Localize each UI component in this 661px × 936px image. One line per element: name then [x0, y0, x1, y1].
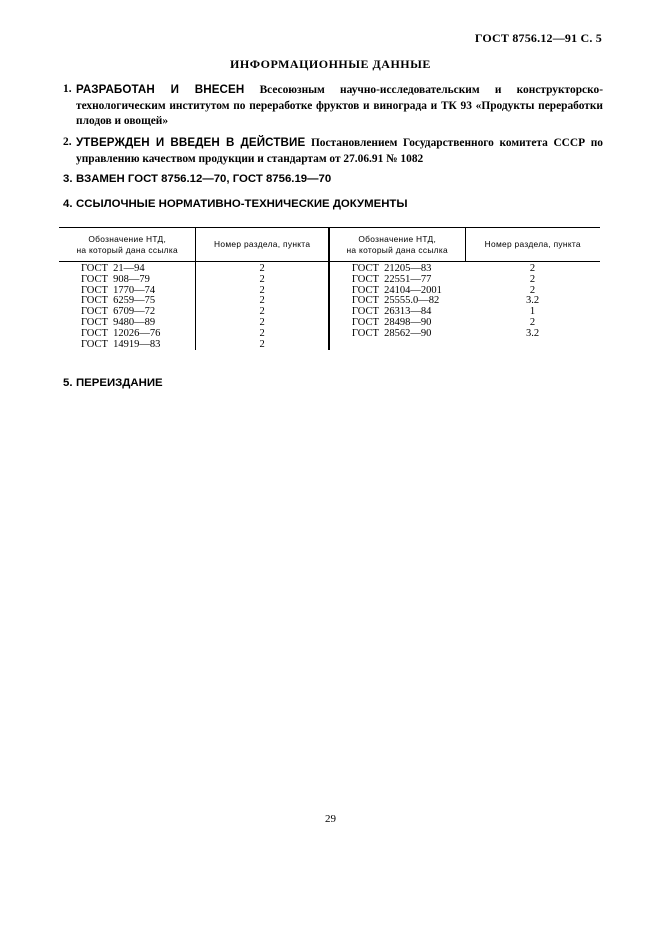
doc-cell: ГОСТ 28562—90 [329, 329, 465, 340]
item-text: ВЗАМЕН ГОСТ 8756.12—70, ГОСТ 8756.19—70 [76, 173, 332, 185]
doc-cell: ГОСТ 25555.0—82 [329, 296, 465, 307]
doc-cell: ГОСТ 908—79 [81, 273, 150, 285]
col-header-doc: Обозначение НТД, на который дана ссылка [329, 228, 465, 262]
section-cell: 2 [196, 262, 329, 275]
doc-cell: ГОСТ 21—94 [81, 263, 145, 274]
info-item-approved [63, 135, 603, 167]
section-cell: 2 [196, 318, 329, 329]
section-cell: 2 [196, 296, 329, 307]
section-cell: 2 [529, 284, 536, 296]
section-cell: 3.2 [525, 295, 540, 307]
item-number: 1. [63, 83, 72, 95]
document-code-header: ГОСТ 8756.12—91 С. 5 [474, 31, 602, 45]
section-cell [465, 340, 600, 351]
item-text: Постановлением Государственного комитета СССР по управлению качеством продукции и стандартам от 27.06.91 № 1082 [76, 137, 603, 165]
section-cell: 2 [196, 329, 329, 340]
section-cell: 2 [529, 273, 536, 285]
table-row [59, 340, 600, 351]
item-lead: УТВЕРЖДЕН И ВВЕДЕН В ДЕЙСТВИЕ [76, 136, 306, 149]
doc-cell: ГОСТ 9480—89 [81, 316, 156, 328]
section-cell: 2 [196, 340, 329, 351]
info-item-references [63, 197, 603, 213]
table-row [59, 262, 600, 275]
references-table [59, 227, 600, 350]
page-number: 29 [325, 813, 336, 825]
section-cell: 2 [529, 316, 536, 328]
col-header-section: Номер раздела, пункта [465, 228, 600, 262]
section-cell: 2 [196, 286, 329, 297]
doc-cell: ГОСТ 28498—90 [329, 318, 465, 329]
info-item-replaces [63, 172, 603, 188]
doc-cell: ГОСТ 12026—76 [81, 327, 161, 339]
item-text: ПЕРЕИЗДАНИЕ [76, 377, 163, 389]
doc-cell: ГОСТ 21205—83 [329, 262, 465, 275]
section-title: ИНФОРМАЦИОННЫЕ ДАННЫЕ [230, 57, 431, 71]
info-item-reissue [63, 376, 603, 392]
doc-cell: ГОСТ 22551—77 [329, 275, 465, 286]
col-header-section: Номер раздела, пункта [196, 228, 329, 262]
item-number: 5. [63, 377, 73, 389]
section-cell: 2 [196, 307, 329, 318]
doc-cell: ГОСТ 6709—72 [81, 306, 156, 318]
item-text: ССЫЛОЧНЫЕ НОРМАТИВНО-ТЕХНИЧЕСКИЕ ДОКУМЕНТЫ [76, 198, 408, 210]
col-header-doc: Обозначение НТД, на который дана ссылка [59, 228, 196, 262]
doc-cell: ГОСТ 14919—83 [81, 338, 161, 350]
doc-cell: ГОСТ 24104—2001 [329, 286, 465, 297]
item-number: 3. [63, 173, 73, 185]
table-header-row [59, 228, 600, 262]
section-cell: 3.2 [525, 327, 540, 339]
table-row [59, 275, 600, 286]
doc-cell [329, 340, 465, 351]
doc-cell: ГОСТ 26313—84 [329, 307, 465, 318]
item-text: Всесоюзным научно-исследовательским и конструкторско-технологическим институтом по переработке фруктов и винограда и ТК 93 «Продукты переработки плодов и овощей» [76, 84, 603, 127]
item-lead: РАЗРАБОТАН И ВНЕСЕН [76, 83, 245, 96]
doc-cell: ГОСТ 1770—74 [81, 284, 156, 296]
table-row [59, 329, 600, 340]
doc-cell: ГОСТ 6259—75 [81, 295, 156, 307]
item-number: 2. [63, 136, 72, 148]
item-number: 4. [63, 198, 73, 210]
info-item-developed [63, 82, 603, 130]
section-cell: 1 [529, 306, 536, 318]
section-cell: 2 [529, 263, 536, 274]
section-cell: 2 [196, 275, 329, 286]
